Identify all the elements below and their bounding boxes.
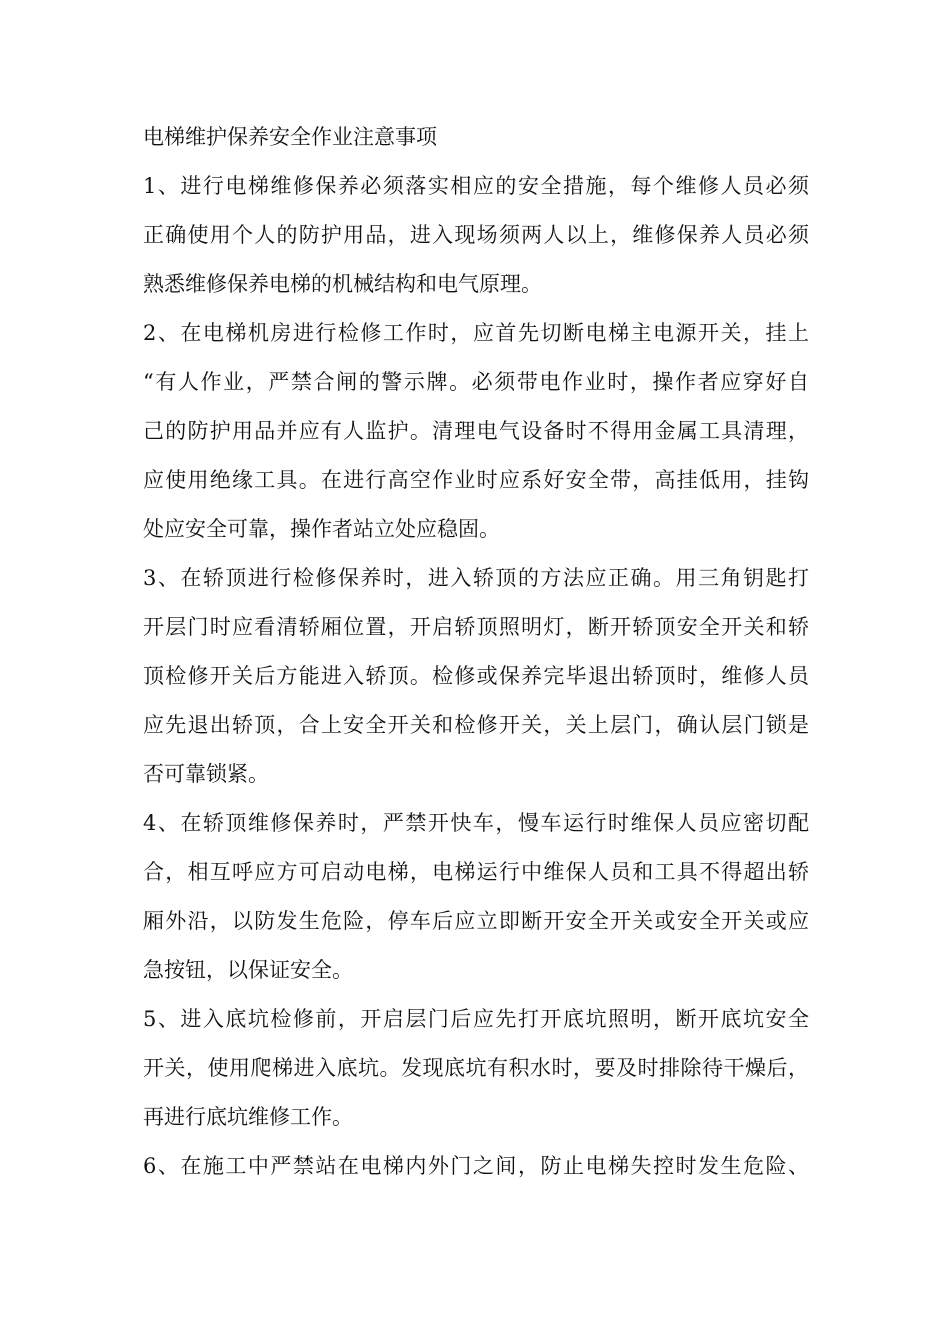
paragraph-line: 否可靠锁紧。 (143, 762, 269, 786)
paragraph-5 (143, 995, 809, 1142)
document-body (143, 113, 809, 1191)
paragraph-line: 己的防护用品并应有人监护。清理电气设备时不得用金属工具清理， (143, 419, 809, 443)
paragraph-line: 应使用绝缘工具。在进行高空作业时应系好安全带，高挂低用，挂钩 (143, 468, 809, 492)
paragraph-line: 熟悉维修保养电梯的机械结构和电气原理。 (143, 272, 542, 296)
paragraph-line: “有人作业，严禁合闸的警示牌。必须带电作业时，操作者应穿好自 (143, 370, 809, 394)
paragraph-line: 合，相互呼应方可启动电梯，电梯运行中维保人员和工具不得超出轿 (143, 860, 809, 884)
paragraph-3 (143, 554, 809, 799)
paragraph-line: 应先退出轿顶，合上安全开关和检修开关，关上层门，确认层门锁是 (143, 713, 809, 737)
paragraph-line: 处应安全可靠，操作者站立处应稳固。 (143, 517, 500, 541)
paragraph-6 (143, 1142, 809, 1191)
paragraph-line: 3、在轿顶进行检修保养时，进入轿顶的方法应正确。用三角钥匙打 (143, 566, 809, 590)
paragraph-line: 1、进行电梯维修保养必须落实相应的安全措施，每个维修人员必须 (143, 174, 809, 198)
paragraph-line: 5、进入底坑检修前，开启层门后应先打开底坑照明，断开底坑安全 (143, 1007, 809, 1031)
paragraph-line: 再进行底坑维修工作。 (143, 1105, 353, 1129)
paragraph-4 (143, 799, 809, 995)
paragraph-line: 厢外沿，以防发生危险，停车后应立即断开安全开关或安全开关或应 (143, 909, 809, 933)
paragraph-line: 4、在轿顶维修保养时，严禁开快车，慢车运行时维保人员应密切配 (143, 811, 809, 835)
paragraph-line: 6、在施工中严禁站在电梯内外门之间，防止电梯失控时发生危险、 (143, 1154, 809, 1178)
paragraph-line: 开层门时应看清轿厢位置，开启轿顶照明灯，断开轿顶安全开关和轿 (143, 615, 809, 639)
document-title: 电梯维护保养安全作业注意事项 (143, 125, 437, 149)
paragraph-line: 急按钮，以保证安全。 (143, 958, 353, 982)
paragraph-line: 顶检修开关后方能进入轿顶。检修或保养完毕退出轿顶时，维修人员 (143, 664, 809, 688)
paragraph-line: 开关，使用爬梯进入底坑。发现底坑有积水时，要及时排除待干燥后， (143, 1056, 809, 1080)
paragraph-line: 2、在电梯机房进行检修工作时，应首先切断电梯主电源开关，挂上 (143, 321, 809, 345)
paragraph-1 (143, 162, 809, 309)
paragraph-line: 正确使用个人的防护用品，进入现场须两人以上，维修保养人员必须 (143, 223, 809, 247)
paragraph-2 (143, 309, 809, 554)
